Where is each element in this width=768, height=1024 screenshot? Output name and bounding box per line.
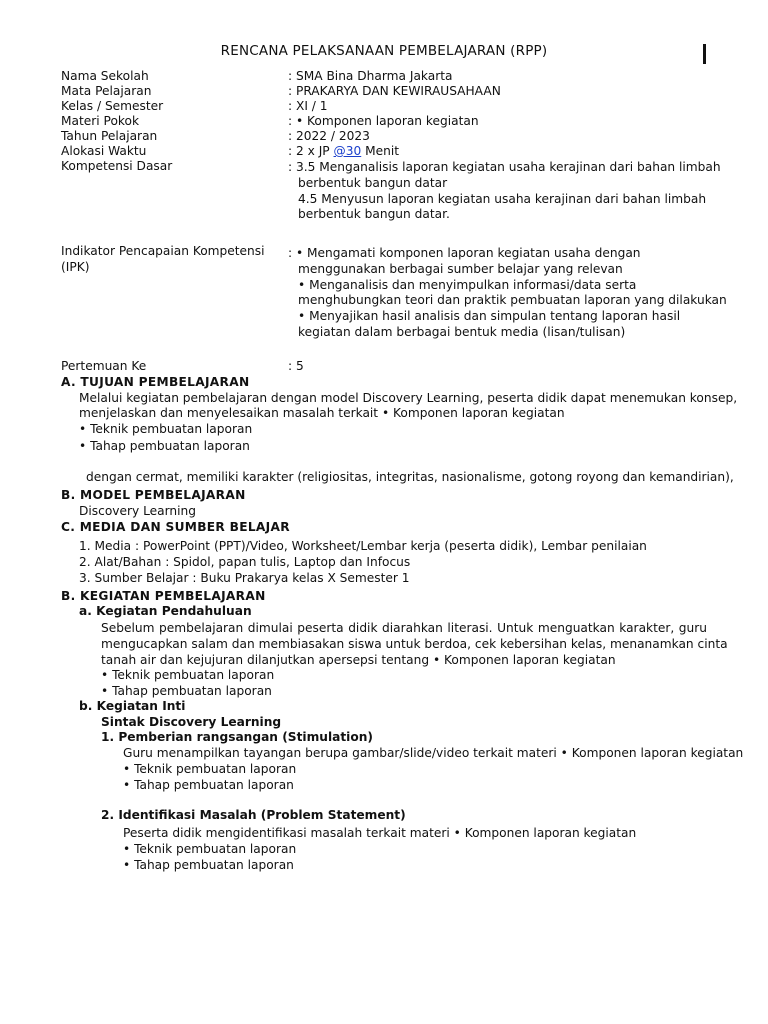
- value-kelas-semester: : XI / 1: [288, 99, 328, 113]
- tujuan-bullet-2: • Tahap pembuatan laporan: [79, 439, 250, 453]
- media-item-1: 1. Media : PowerPoint (PPT)/Video, Worksheet/Lembar kerja (peserta didik), Lembar penilaian: [79, 539, 647, 553]
- tujuan-bullet-1: • Teknik pembuatan laporan: [79, 422, 253, 436]
- heading-kegiatan: B. KEGIATAN PEMBELAJARAN: [61, 589, 266, 603]
- ipk-line-6: kegiatan dalam berbagai bentuk media (lisan/tulisan): [298, 325, 626, 339]
- label-mata-pelajaran: Mata Pelajaran: [61, 84, 152, 98]
- kegiatan-pendahuluan-label: a. Kegiatan Pendahuluan: [79, 604, 252, 618]
- problem-statement-line: Peserta didik mengidentifikasi masalah terkait materi • Komponen laporan kegiatan: [123, 826, 637, 840]
- stimulation-line: Guru menampilkan tayangan berupa gambar/slide/video terkait materi • Komponen laporan kegiatan: [123, 746, 744, 760]
- label-kompetensi-dasar: Kompetensi Dasar: [61, 159, 173, 173]
- value-tahun-pelajaran: : 2022 / 2023: [288, 129, 370, 143]
- label-tahun-pelajaran: Tahun Pelajaran: [61, 129, 158, 143]
- label-kelas-semester: Kelas / Semester: [61, 99, 164, 113]
- kegiatan-inti-label: b. Kegiatan Inti: [79, 699, 186, 713]
- kd-line-3: 4.5 Menyusun laporan kegiatan usaha kerajinan dari bahan limbah: [298, 192, 707, 206]
- alokasi-suffix: Menit: [361, 144, 399, 158]
- value-nama-sekolah: : SMA Bina Dharma Jakarta: [288, 69, 453, 83]
- label-ipk-abbr: (IPK): [61, 260, 90, 274]
- pendahuluan-bullet-2: • Tahap pembuatan laporan: [101, 684, 272, 698]
- document-title: RENCANA PELAKSANAAN PEMBELAJARAN (RPP): [220, 43, 548, 59]
- tujuan-line-1: Melalui kegiatan pembelajaran dengan model Discovery Learning, peserta didik dapat menemukan konsep,: [79, 391, 738, 405]
- value-pertemuan: : 5: [288, 359, 304, 373]
- label-materi-pokok: Materi Pokok: [61, 114, 140, 128]
- pendahuluan-line-1: Sebelum pembelajaran dimulai peserta didik diarahkan literasi. Untuk menguatkan karakter, guru: [101, 621, 707, 635]
- media-item-3: 3. Sumber Belajar : Buku Prakarya kelas X Semester 1: [79, 571, 410, 585]
- heading-media: C. MEDIA DAN SUMBER BELAJAR: [61, 520, 290, 534]
- pendahuluan-line-3: tanah air dan kejujuran dilanjutkan apersepsi tentang • Komponen laporan kegiatan: [101, 653, 616, 667]
- ipk-line-2: menggunakan berbagai sumber belajar yang relevan: [298, 262, 623, 276]
- tujuan-line-2: menjelaskan dan menyelesaikan masalah terkait • Komponen laporan kegiatan: [79, 406, 565, 420]
- stimulation-bullet-2: • Tahap pembuatan laporan: [123, 778, 294, 792]
- problem-statement-bullet-1: • Teknik pembuatan laporan: [123, 842, 297, 856]
- ipk-line-5: • Menyajikan hasil analisis dan simpulan tentang laporan hasil: [298, 309, 681, 323]
- tujuan-line-3: dengan cermat, memiliki karakter (religiositas, integritas, nasionalisme, gotong royong dan kemandirian),: [86, 470, 734, 484]
- pendahuluan-line-2: mengucapkan salam dan membiasakan siswa untuk berdoa, cek kebersihan kelas, menanamkan cinta: [101, 637, 728, 651]
- problem-statement-label: 2. Identifikasi Masalah (Problem Statement): [101, 808, 406, 822]
- kd-line-1: : 3.5 Menganalisis laporan kegiatan usaha kerajinan dari bahan limbah: [288, 160, 721, 174]
- kd-line-2: berbentuk bangun datar: [298, 176, 448, 190]
- ipk-line-1: : • Mengamati komponen laporan kegiatan usaha dengan: [288, 246, 641, 260]
- heading-model: B. MODEL PEMBELAJARAN: [61, 488, 246, 502]
- label-ipk: Indikator Pencapaian Kompetensi: [61, 244, 265, 258]
- heading-tujuan: A. TUJUAN PEMBELAJARAN: [61, 375, 250, 389]
- label-pertemuan: Pertemuan Ke: [61, 359, 147, 373]
- label-alokasi-waktu: Alokasi Waktu: [61, 144, 147, 158]
- pendahuluan-bullet-1: • Teknik pembuatan laporan: [101, 668, 275, 682]
- ipk-line-4: menghubungkan teori dan praktik pembuatan laporan yang dilakukan: [298, 293, 727, 307]
- alokasi-prefix: : 2 x JP: [288, 144, 334, 158]
- mention-link[interactable]: @30: [333, 144, 362, 158]
- media-item-2: 2. Alat/Bahan : Spidol, papan tulis, Laptop dan Infocus: [79, 555, 411, 569]
- sintak-label: Sintak Discovery Learning: [101, 715, 282, 729]
- stimulation-bullet-1: • Teknik pembuatan laporan: [123, 762, 297, 776]
- value-materi-pokok: : • Komponen laporan kegiatan: [288, 114, 479, 128]
- label-nama-sekolah: Nama Sekolah: [61, 69, 149, 83]
- text-cursor: [703, 44, 706, 64]
- value-mata-pelajaran: : PRAKARYA DAN KEWIRAUSAHAAN: [288, 84, 501, 98]
- stimulation-label: 1. Pemberian rangsangan (Stimulation): [101, 730, 373, 744]
- problem-statement-bullet-2: • Tahap pembuatan laporan: [123, 858, 294, 872]
- value-alokasi-waktu: [288, 144, 399, 160]
- ipk-line-3: • Menganalisis dan menyimpulkan informasi/data serta: [298, 278, 637, 292]
- model-value: Discovery Learning: [79, 504, 196, 518]
- kd-line-4: berbentuk bangun datar.: [298, 207, 450, 221]
